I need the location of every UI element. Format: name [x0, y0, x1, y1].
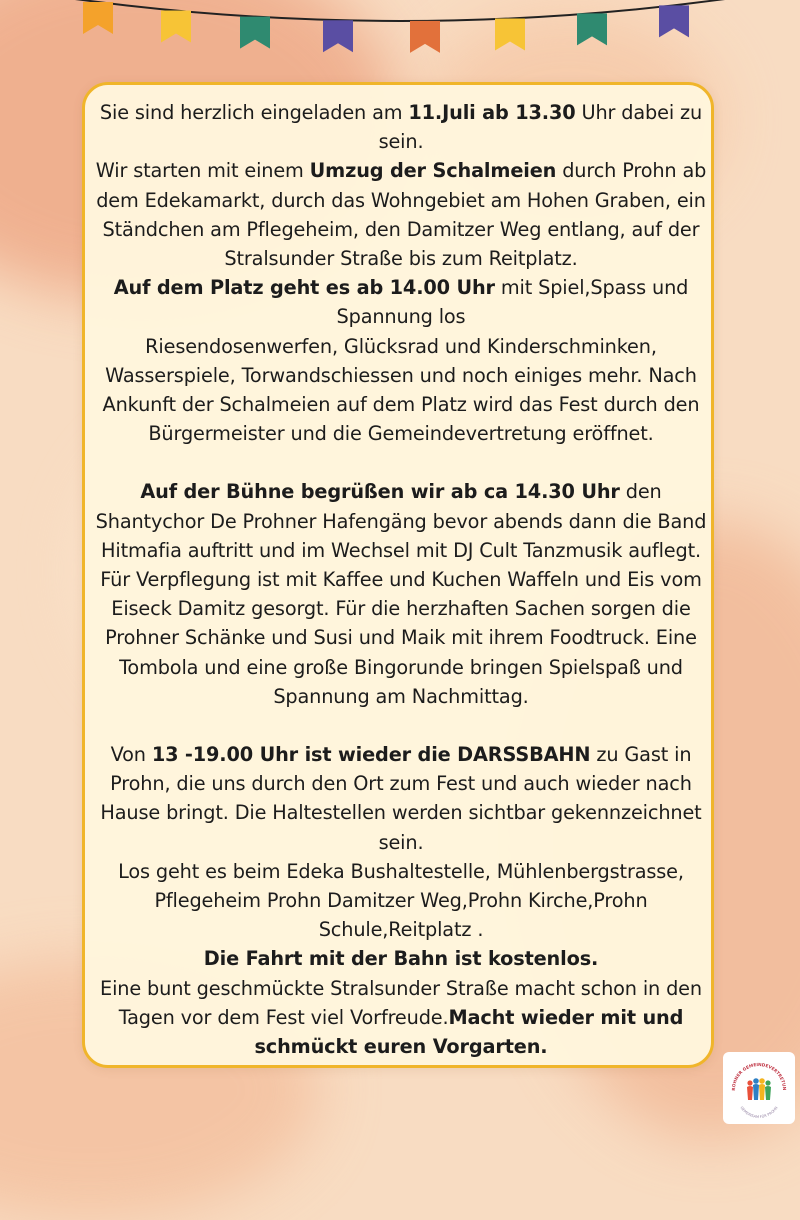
bunting-flag — [495, 18, 525, 50]
flyer-text — [85, 98, 717, 1061]
train-highlight: 13 -19.00 Uhr ist wieder die DARSSBAHN — [151, 743, 591, 767]
free-ride-paragraph — [85, 944, 717, 973]
parade-paragraph — [85, 156, 717, 273]
stage-program-text: den Shantychor De Prohner Hafengäng bevor abends dann die Band Hitmafia auftritt und im Wechsel mit DJ Cult Tanzmusik auflegt. Für Verpflegung ist mit Kaffee und Kuchen Waffeln und Eis vom Eiseck Damitz gesorgt. Für die herzhaften Sachen sorgen die Prohner Schänke und Susi und Maik mit ihrem Foodtruck. Eine Tombola und eine große Bingorunde bringen Spielspaß und Spannung am Nachmittag. — [95, 480, 707, 708]
games-heading-paragraph — [85, 273, 717, 331]
parade-route-text: durch Prohn ab dem Edekamarkt, durch das Wohngebiet am Hohen Graben, ein Ständchen am Pflegeheim, den Damitzer Weg entlang, auf der Stralsunder Straße bis zum Reitplatz. — [96, 159, 707, 271]
games-start-highlight: Auf dem Platz geht es ab 14.00 Uhr — [113, 276, 495, 300]
bunting-flag — [161, 11, 191, 43]
decoration-paragraph — [85, 974, 717, 1062]
stage-highlight: Auf der Bühne begrüßen wir ab ca 14.30 Uhr — [140, 480, 620, 504]
train-paragraph — [85, 740, 717, 857]
svg-text:GEMEINSAM FÜR PROHN: GEMEINSAM FÜR PROHN — [739, 1105, 779, 1120]
spacer — [85, 448, 717, 477]
free-ride-highlight: Die Fahrt mit der Bahn ist kostenlos. — [203, 947, 599, 971]
svg-text:PROHNER GEMEINDEVERTRETUNG: ROHNER GEMEINDEVERTRETUN — [731, 1062, 787, 1091]
train-text: Von — [110, 743, 152, 767]
bunting-garland — [0, 0, 800, 90]
decoration-text: Eine bunt geschmückte Stralsunder Straße macht schon in den Tagen vor dem Fest viel Vorfreude. — [100, 976, 702, 1029]
flyer-card — [82, 82, 714, 1068]
decoration-call-highlight: Macht wieder mit und schmückt euren Vorgarten. — [254, 1005, 684, 1059]
invitation-text-end: Uhr dabei zu sein. — [378, 101, 703, 154]
bunting-string — [40, 0, 760, 21]
bunting-flag — [83, 2, 113, 34]
games-text: mit Spiel,Spass und Spannung los — [336, 276, 689, 329]
bunting-flag — [323, 20, 353, 52]
spacer — [85, 711, 717, 740]
people-figures-icon — [747, 1078, 771, 1100]
community-logo-icon — [723, 1052, 795, 1124]
train-details-text: zu Gast in Prohn, die uns durch den Ort zum Fest und auch wieder nach Hause bringt. Die Haltestellen werden sichtbar gekennzeichnet sein. — [100, 743, 702, 854]
activities-paragraph: Riesendosenwerfen, Glücksrad und Kinderschminken, Wasserspiele, Torwandschiessen und noch einiges mehr. Nach Ankunft der Schalmeien auf dem Platz wird das Fest durch den Bürgermeister und die Gemeindevertretung eröffnet. — [102, 334, 700, 446]
bunting-flag — [240, 17, 270, 49]
date-time-highlight: 11.Juli ab 13.30 — [408, 101, 576, 124]
parade-text: Wir starten mit einem — [95, 159, 310, 183]
parade-highlight: Umzug der Schalmeien — [309, 159, 557, 183]
bunting-flag — [577, 13, 607, 45]
community-logo — [723, 1052, 795, 1124]
bunting-flag — [659, 5, 689, 37]
bunting-flag — [410, 21, 440, 53]
invitation-paragraph — [85, 98, 717, 156]
stage-paragraph — [85, 477, 717, 711]
stops-paragraph: Los geht es beim Edeka Bushaltestelle, Mühlenbergstrasse, Pflegeheim Prohn Damitzer Weg,Prohn Kirche,Prohn Schule,Reitplatz . — [118, 859, 684, 942]
invitation-text: Sie sind herzlich eingeladen am — [99, 101, 409, 124]
